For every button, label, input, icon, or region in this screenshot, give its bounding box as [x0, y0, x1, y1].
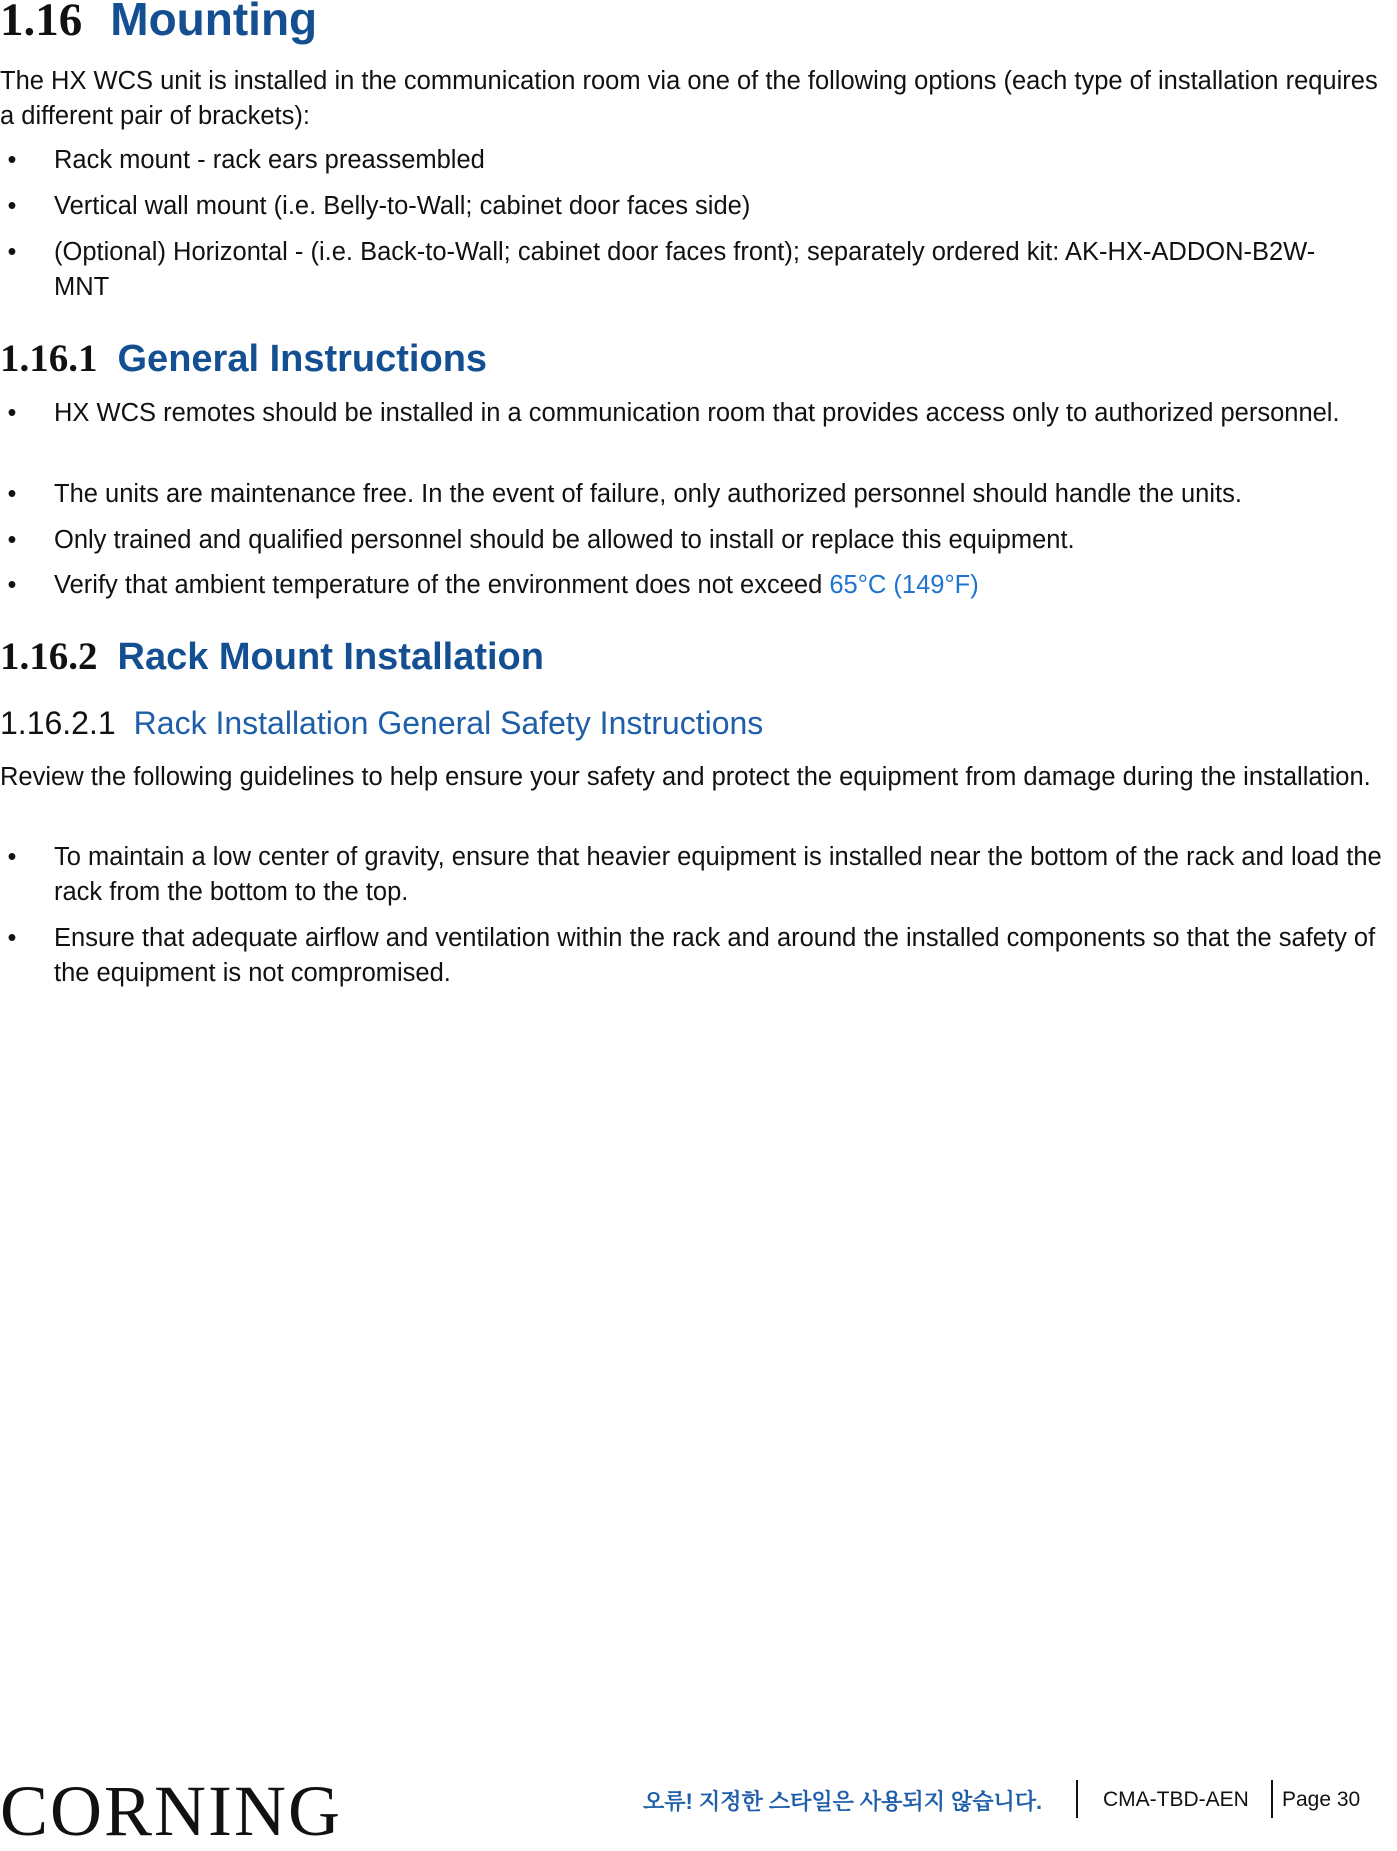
- bullet-icon: •: [7, 924, 17, 952]
- bullet-icon: •: [7, 399, 17, 427]
- bullet-icon: •: [7, 238, 17, 266]
- list-item-text: [54, 568, 1397, 603]
- temperature-value: 65°C (149°F): [829, 571, 979, 599]
- bullet-icon: •: [7, 192, 17, 220]
- list-item-text: HX WCS remotes should be installed in a communication room that provides access only to authorized personnel.: [54, 399, 1340, 427]
- bullet-icon: •: [7, 526, 17, 554]
- list-item-text: (Optional) Horizontal - (i.e. Back-to-Wall; cabinet door faces front); separately ordered kit: AK-HX-ADDON-B2W-MNT: [54, 238, 1316, 301]
- list-item: [0, 235, 1397, 305]
- footer-divider: [1076, 1780, 1078, 1818]
- list-item-text: Vertical wall mount (i.e. Belly-to-Wall; cabinet door faces side): [54, 192, 751, 220]
- list-item: [0, 189, 1397, 224]
- footer-page-number: Page 30: [1282, 1788, 1361, 1811]
- footer-divider: [1271, 1780, 1273, 1818]
- section-intro: The HX WCS unit is installed in the communication room via one of the following options (each type of installation requires a different pair of brackets):: [0, 67, 1378, 130]
- list-item: [0, 840, 1397, 910]
- subsubsection-title: Rack Installation General Safety Instructions: [133, 705, 764, 741]
- subsection-number: 1.16.1: [0, 337, 98, 380]
- temperature-text: Verify that ambient temperature of the environment does not exceed: [54, 571, 830, 599]
- rack-intro: Review the following guidelines to help ensure your safety and protect the equipment from damage during the installation.: [0, 763, 1371, 791]
- subsubsection-heading: [0, 705, 763, 742]
- list-item: [0, 921, 1397, 991]
- subsection-heading-rack: [0, 634, 544, 679]
- footer-doc-id: CMA-TBD-AEN: [1103, 1788, 1249, 1811]
- section-heading: [0, 0, 317, 47]
- subsubsection-number: 1.16.2.1: [0, 705, 116, 741]
- list-item: [0, 568, 1397, 603]
- list-item-text: Ensure that adequate airflow and ventilation within the rack and around the installed components so that the safety of the equipment is not compromised.: [54, 924, 1376, 987]
- subsection-heading-general: [0, 336, 487, 381]
- bullet-icon: •: [7, 843, 17, 871]
- list-item-text: The units are maintenance free. In the event of failure, only authorized personnel should handle the units.: [54, 480, 1242, 508]
- list-item: [0, 143, 1397, 178]
- list-item: [0, 477, 1397, 512]
- corning-logo: CORNING: [0, 1771, 343, 1851]
- list-item: [0, 396, 1397, 431]
- footer-error-text: 오류! 지정한 스타일은 사용되지 않습니다.: [643, 1789, 1043, 1814]
- list-item: [0, 523, 1397, 558]
- bullet-icon: •: [7, 571, 17, 599]
- bullet-icon: •: [7, 146, 17, 174]
- section-number: 1.16: [0, 0, 83, 46]
- subsection-title: General Instructions: [117, 338, 488, 380]
- list-item-text: To maintain a low center of gravity, ensure that heavier equipment is installed near the bottom of the rack and load the rack from the bottom to the top.: [54, 843, 1382, 906]
- list-item-text: Only trained and qualified personnel should be allowed to install or replace this equipment.: [54, 526, 1075, 554]
- subsection-title: Rack Mount Installation: [117, 636, 544, 678]
- list-item-text: Rack mount - rack ears preassembled: [54, 146, 485, 174]
- bullet-icon: •: [7, 480, 17, 508]
- section-title: Mounting: [110, 0, 318, 45]
- subsection-number: 1.16.2: [0, 635, 98, 678]
